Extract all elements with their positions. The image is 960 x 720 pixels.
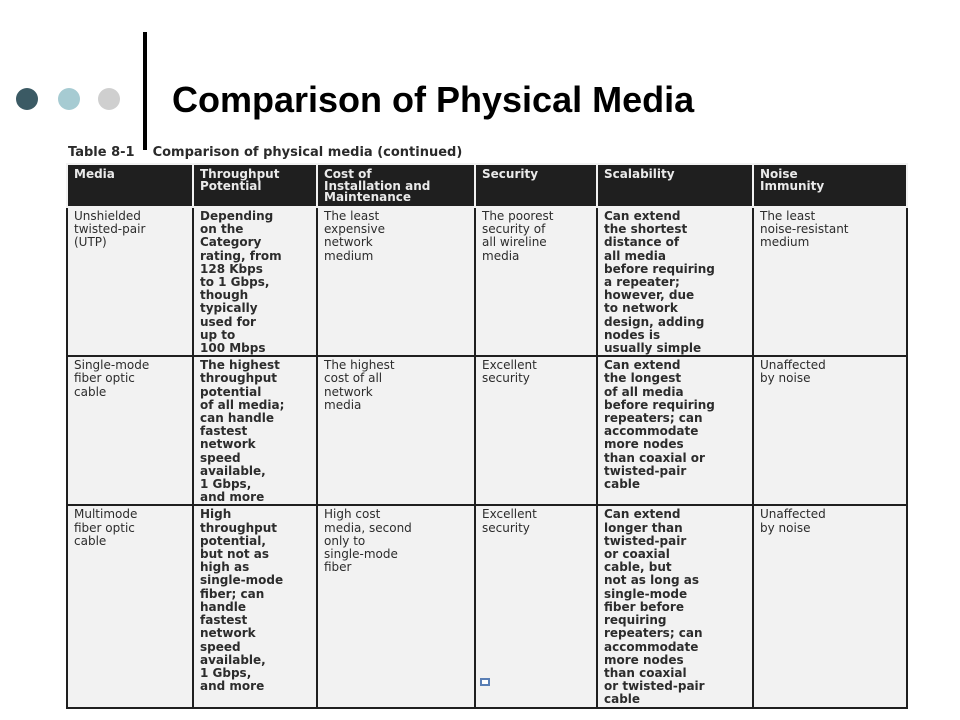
cell-cost: High cost media, second only to single-mode fiber (317, 505, 475, 707)
cell-noise-immunity: Unaffected by noise (753, 505, 907, 707)
slide-bullet-dark (16, 88, 38, 110)
table-row (67, 207, 907, 356)
table-image (66, 163, 906, 707)
cell-media: Unshielded twisted-pair (UTP) (67, 207, 193, 356)
cell-media: Multimode fiber optic cable (67, 505, 193, 707)
cell-cost: The highest cost of all network media (317, 356, 475, 505)
cell-throughput: The highest throughput potential of all media; can handle fastest network speed available, 1 Gbps, and more (193, 356, 317, 505)
cell-scalability: Can extend the shortest distance of all media before requiring a repeater; however, due to network design, adding nodes is usually simple (597, 207, 753, 356)
cell-noise-immunity: The least noise-resistant medium (753, 207, 907, 356)
table-caption (68, 144, 588, 162)
cell-scalability: Can extend longer than twisted-pair or coaxial cable, but not as long as single-mode fiber before requiring repeaters; can accommodate more nodes than coaxial or twisted-pair cable (597, 505, 753, 707)
header-security: Security (475, 164, 597, 207)
cell-throughput: High throughput potential, but not as high as single-mode fiber; can handle fastest network speed available, 1 Gbps, and more (193, 505, 317, 707)
comparison-table (66, 163, 908, 709)
table-caption-text: Comparison of physical media (continued) (152, 145, 463, 160)
table-number: Table 8-1 (68, 145, 135, 160)
cell-security: The poorest security of all wireline media (475, 207, 597, 356)
header-scalability: Scalability (597, 164, 753, 207)
cell-security: Excellent security (475, 356, 597, 505)
selection-handle[interactable] (480, 678, 490, 686)
slide-title: Comparison of Physical Media (172, 79, 695, 120)
slide-bullet-gray (98, 88, 120, 110)
cell-security: Excellent security (475, 505, 597, 707)
cell-scalability: Can extend the longest of all media before requiring repeaters; can accommodate more nodes than coaxial or twisted-pair cable (597, 356, 753, 505)
header-row (67, 164, 907, 207)
cell-cost: The least expensive network medium (317, 207, 475, 356)
title-divider (143, 32, 147, 150)
slide-bullet-light-blue (58, 88, 80, 110)
cell-throughput: Depending on the Category rating, from 128 Kbps to 1 Gbps, though typically used for up to 100 Mbps (193, 207, 317, 356)
header-throughput: Throughput Potential (193, 164, 317, 207)
cell-noise-immunity: Unaffected by noise (753, 356, 907, 505)
header-media: Media (67, 164, 193, 207)
header-noise-immunity: Noise Immunity (753, 164, 907, 207)
header-cost: Cost of Installation and Maintenance (317, 164, 475, 207)
cell-media: Single-mode fiber optic cable (67, 356, 193, 505)
table-row (67, 356, 907, 505)
